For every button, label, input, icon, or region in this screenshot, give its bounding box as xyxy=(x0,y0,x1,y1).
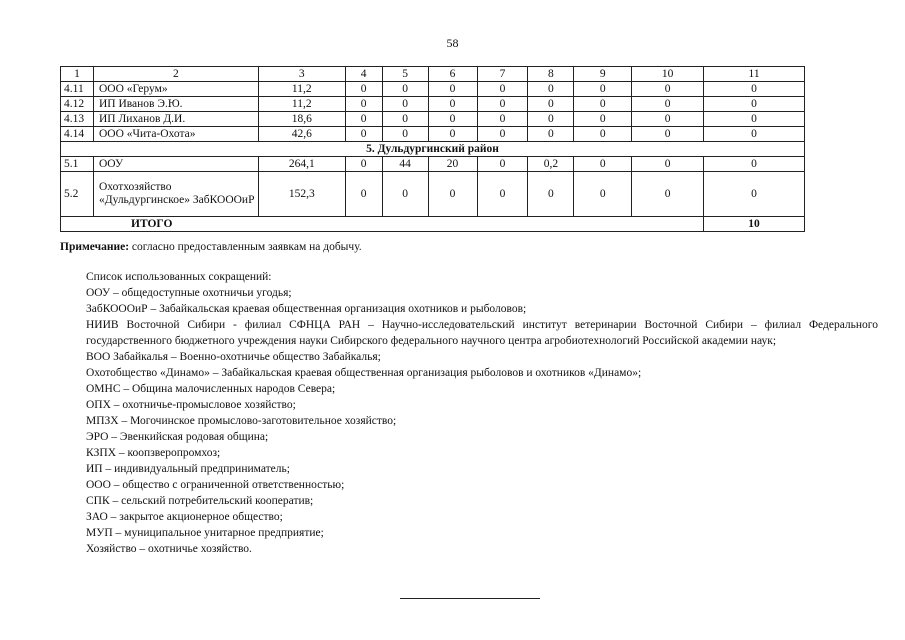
table-cell: 0 xyxy=(345,172,382,217)
note xyxy=(60,241,362,253)
table-cell: 0 xyxy=(345,82,382,97)
table-cell: 11 xyxy=(704,67,805,82)
table-cell: ИП Иванов Э.Ю. xyxy=(93,97,258,112)
table-cell: 2 xyxy=(93,67,258,82)
table-cell: 0 xyxy=(632,82,704,97)
table-cell: 44 xyxy=(382,157,428,172)
table-cell: 0 xyxy=(528,127,574,142)
table-row xyxy=(61,82,805,97)
table-cell: 0 xyxy=(574,127,632,142)
table-cell: 6 xyxy=(428,67,477,82)
table-cell: 0 xyxy=(477,127,528,142)
table-cell: 0 xyxy=(528,97,574,112)
total-value: 10 xyxy=(704,217,805,232)
table-cell: 8 xyxy=(528,67,574,82)
table-cell: 0 xyxy=(574,112,632,127)
table-cell: 10 xyxy=(632,67,704,82)
footer-divider xyxy=(400,598,540,599)
table-cell: 0 xyxy=(428,172,477,217)
table-row xyxy=(61,172,805,217)
table-cell: 5.1 xyxy=(61,157,94,172)
abbreviation-item: ЗабКОООиР – Забайкальская краевая общественная организация охотников и рыболовов; xyxy=(86,303,527,315)
table-cell: 0 xyxy=(428,112,477,127)
abbreviation-item: Охотобщество «Динамо» – Забайкальская краевая общественная организация рыболовов и охотников «Динамо»; xyxy=(86,367,642,379)
table-cell: 0 xyxy=(528,82,574,97)
table-cell: 0 xyxy=(477,82,528,97)
table-cell: 0 xyxy=(574,157,632,172)
section-row xyxy=(61,142,805,157)
table-cell: 0,2 xyxy=(528,157,574,172)
table-cell: 0 xyxy=(345,157,382,172)
table-cell: 5.2 xyxy=(61,172,94,217)
table-cell: 7 xyxy=(477,67,528,82)
table-cell: 0 xyxy=(382,127,428,142)
table-cell: 0 xyxy=(574,172,632,217)
table-cell: 1 xyxy=(61,67,94,82)
data-table xyxy=(60,66,805,232)
table-cell: 0 xyxy=(704,127,805,142)
table-cell: 11,2 xyxy=(258,82,345,97)
table-cell: 0 xyxy=(704,172,805,217)
abbreviation-item: ИП – индивидуальный предприниматель; xyxy=(86,463,290,475)
page-number: 58 xyxy=(446,36,459,50)
table-cell: 0 xyxy=(345,127,382,142)
note-label: Примечание: xyxy=(60,241,130,253)
table-cell: 0 xyxy=(428,127,477,142)
table-cell: 0 xyxy=(477,112,528,127)
table-cell: 4.13 xyxy=(61,112,94,127)
table-cell: 0 xyxy=(345,112,382,127)
table-cell: 4.14 xyxy=(61,127,94,142)
abbreviation-item: ОПХ – охотничье-промысловое хозяйство; xyxy=(86,399,296,411)
table-cell: 0 xyxy=(477,157,528,172)
note-text: согласно предоставленным заявкам на добычу. xyxy=(129,241,362,253)
table-cell: 0 xyxy=(632,127,704,142)
table-cell: ООУ xyxy=(93,157,258,172)
table-cell: 0 xyxy=(704,157,805,172)
table-cell: 4.11 xyxy=(61,82,94,97)
table-cell: 5 xyxy=(382,67,428,82)
table-cell: 0 xyxy=(704,82,805,97)
table-cell: ИП Лиханов Д.И. xyxy=(93,112,258,127)
table-cell: 0 xyxy=(428,82,477,97)
table-cell: 4 xyxy=(345,67,382,82)
table-cell: 0 xyxy=(574,97,632,112)
table-cell: 0 xyxy=(382,97,428,112)
table-cell: 11,2 xyxy=(258,97,345,112)
abbreviation-item: ЗАО – закрытое акционерное общество; xyxy=(86,511,283,523)
table-row xyxy=(61,157,805,172)
table-cell: 0 xyxy=(704,112,805,127)
abbreviation-item: КЗПХ – коопзверопромхоз; xyxy=(86,447,221,459)
table-row xyxy=(61,112,805,127)
abbreviation-item: Хозяйство – охотничье хозяйство. xyxy=(86,543,252,555)
table-cell: 9 xyxy=(574,67,632,82)
table-cell: 0 xyxy=(704,97,805,112)
table-header-row xyxy=(61,67,805,82)
abbreviations-heading: Список использованных сокращений: xyxy=(86,271,272,283)
table-cell: 152,3 xyxy=(258,172,345,217)
table-row xyxy=(61,127,805,142)
table-cell: 0 xyxy=(632,157,704,172)
table-cell: 0 xyxy=(382,112,428,127)
table-cell: 3 xyxy=(258,67,345,82)
table-cell: ООО «Герум» xyxy=(93,82,258,97)
abbreviation-item: ОМНС – Община малочисленных народов Севера; xyxy=(86,383,336,395)
table-cell: 0 xyxy=(477,172,528,217)
abbreviation-item: ЭРО – Эвенкийская родовая община; xyxy=(86,431,269,443)
table-cell: 18,6 xyxy=(258,112,345,127)
table-cell: 0 xyxy=(574,82,632,97)
table-cell: 0 xyxy=(382,172,428,217)
abbreviations-list xyxy=(86,269,878,557)
table-cell: 0 xyxy=(528,112,574,127)
table-cell: 0 xyxy=(632,97,704,112)
table-cell: 0 xyxy=(345,97,382,112)
abbreviation-item: ВОО Забайкалья – Военно-охотничье общество Забайкалья; xyxy=(86,351,381,363)
table-cell: 0 xyxy=(477,97,528,112)
abbreviation-item: НИИВ Восточной Сибири - филиал СФНЦА РАН – Научно-исследовательский институт ветеринарии Восточной Сибири – филиал Федерального государственного бюджетного учреждения науки Сибирского федерального научного центра агробиотехнологий Российской академии наук; xyxy=(86,319,878,347)
table-cell: 0 xyxy=(428,97,477,112)
abbreviation-item: СПК – сельский потребительский кооператив; xyxy=(86,495,314,507)
table-cell: 264,1 xyxy=(258,157,345,172)
table-row xyxy=(61,97,805,112)
table-cell: 20 xyxy=(428,157,477,172)
total-label: ИТОГО xyxy=(61,217,704,232)
table-cell: 4.12 xyxy=(61,97,94,112)
abbreviation-item: МПЗХ – Могочинское промыслово-заготовительное хозяйство; xyxy=(86,415,397,427)
table-cell: Охотхозяйство «Дульдургинское» ЗабКОООиР xyxy=(93,172,258,217)
abbreviation-item: ООО – общество с ограниченной ответственностью; xyxy=(86,479,345,491)
section-title: 5. Дульдургинский район xyxy=(61,142,805,157)
abbreviation-item: МУП – муниципальное унитарное предприятие; xyxy=(86,527,324,539)
total-row xyxy=(61,217,805,232)
table-cell: ООО «Чита-Охота» xyxy=(93,127,258,142)
table-cell: 0 xyxy=(632,112,704,127)
table-cell: 42,6 xyxy=(258,127,345,142)
table-cell: 0 xyxy=(382,82,428,97)
abbreviation-item: ООУ – общедоступные охотничьи угодья; xyxy=(86,287,292,299)
table-cell: 0 xyxy=(528,172,574,217)
table-cell: 0 xyxy=(632,172,704,217)
